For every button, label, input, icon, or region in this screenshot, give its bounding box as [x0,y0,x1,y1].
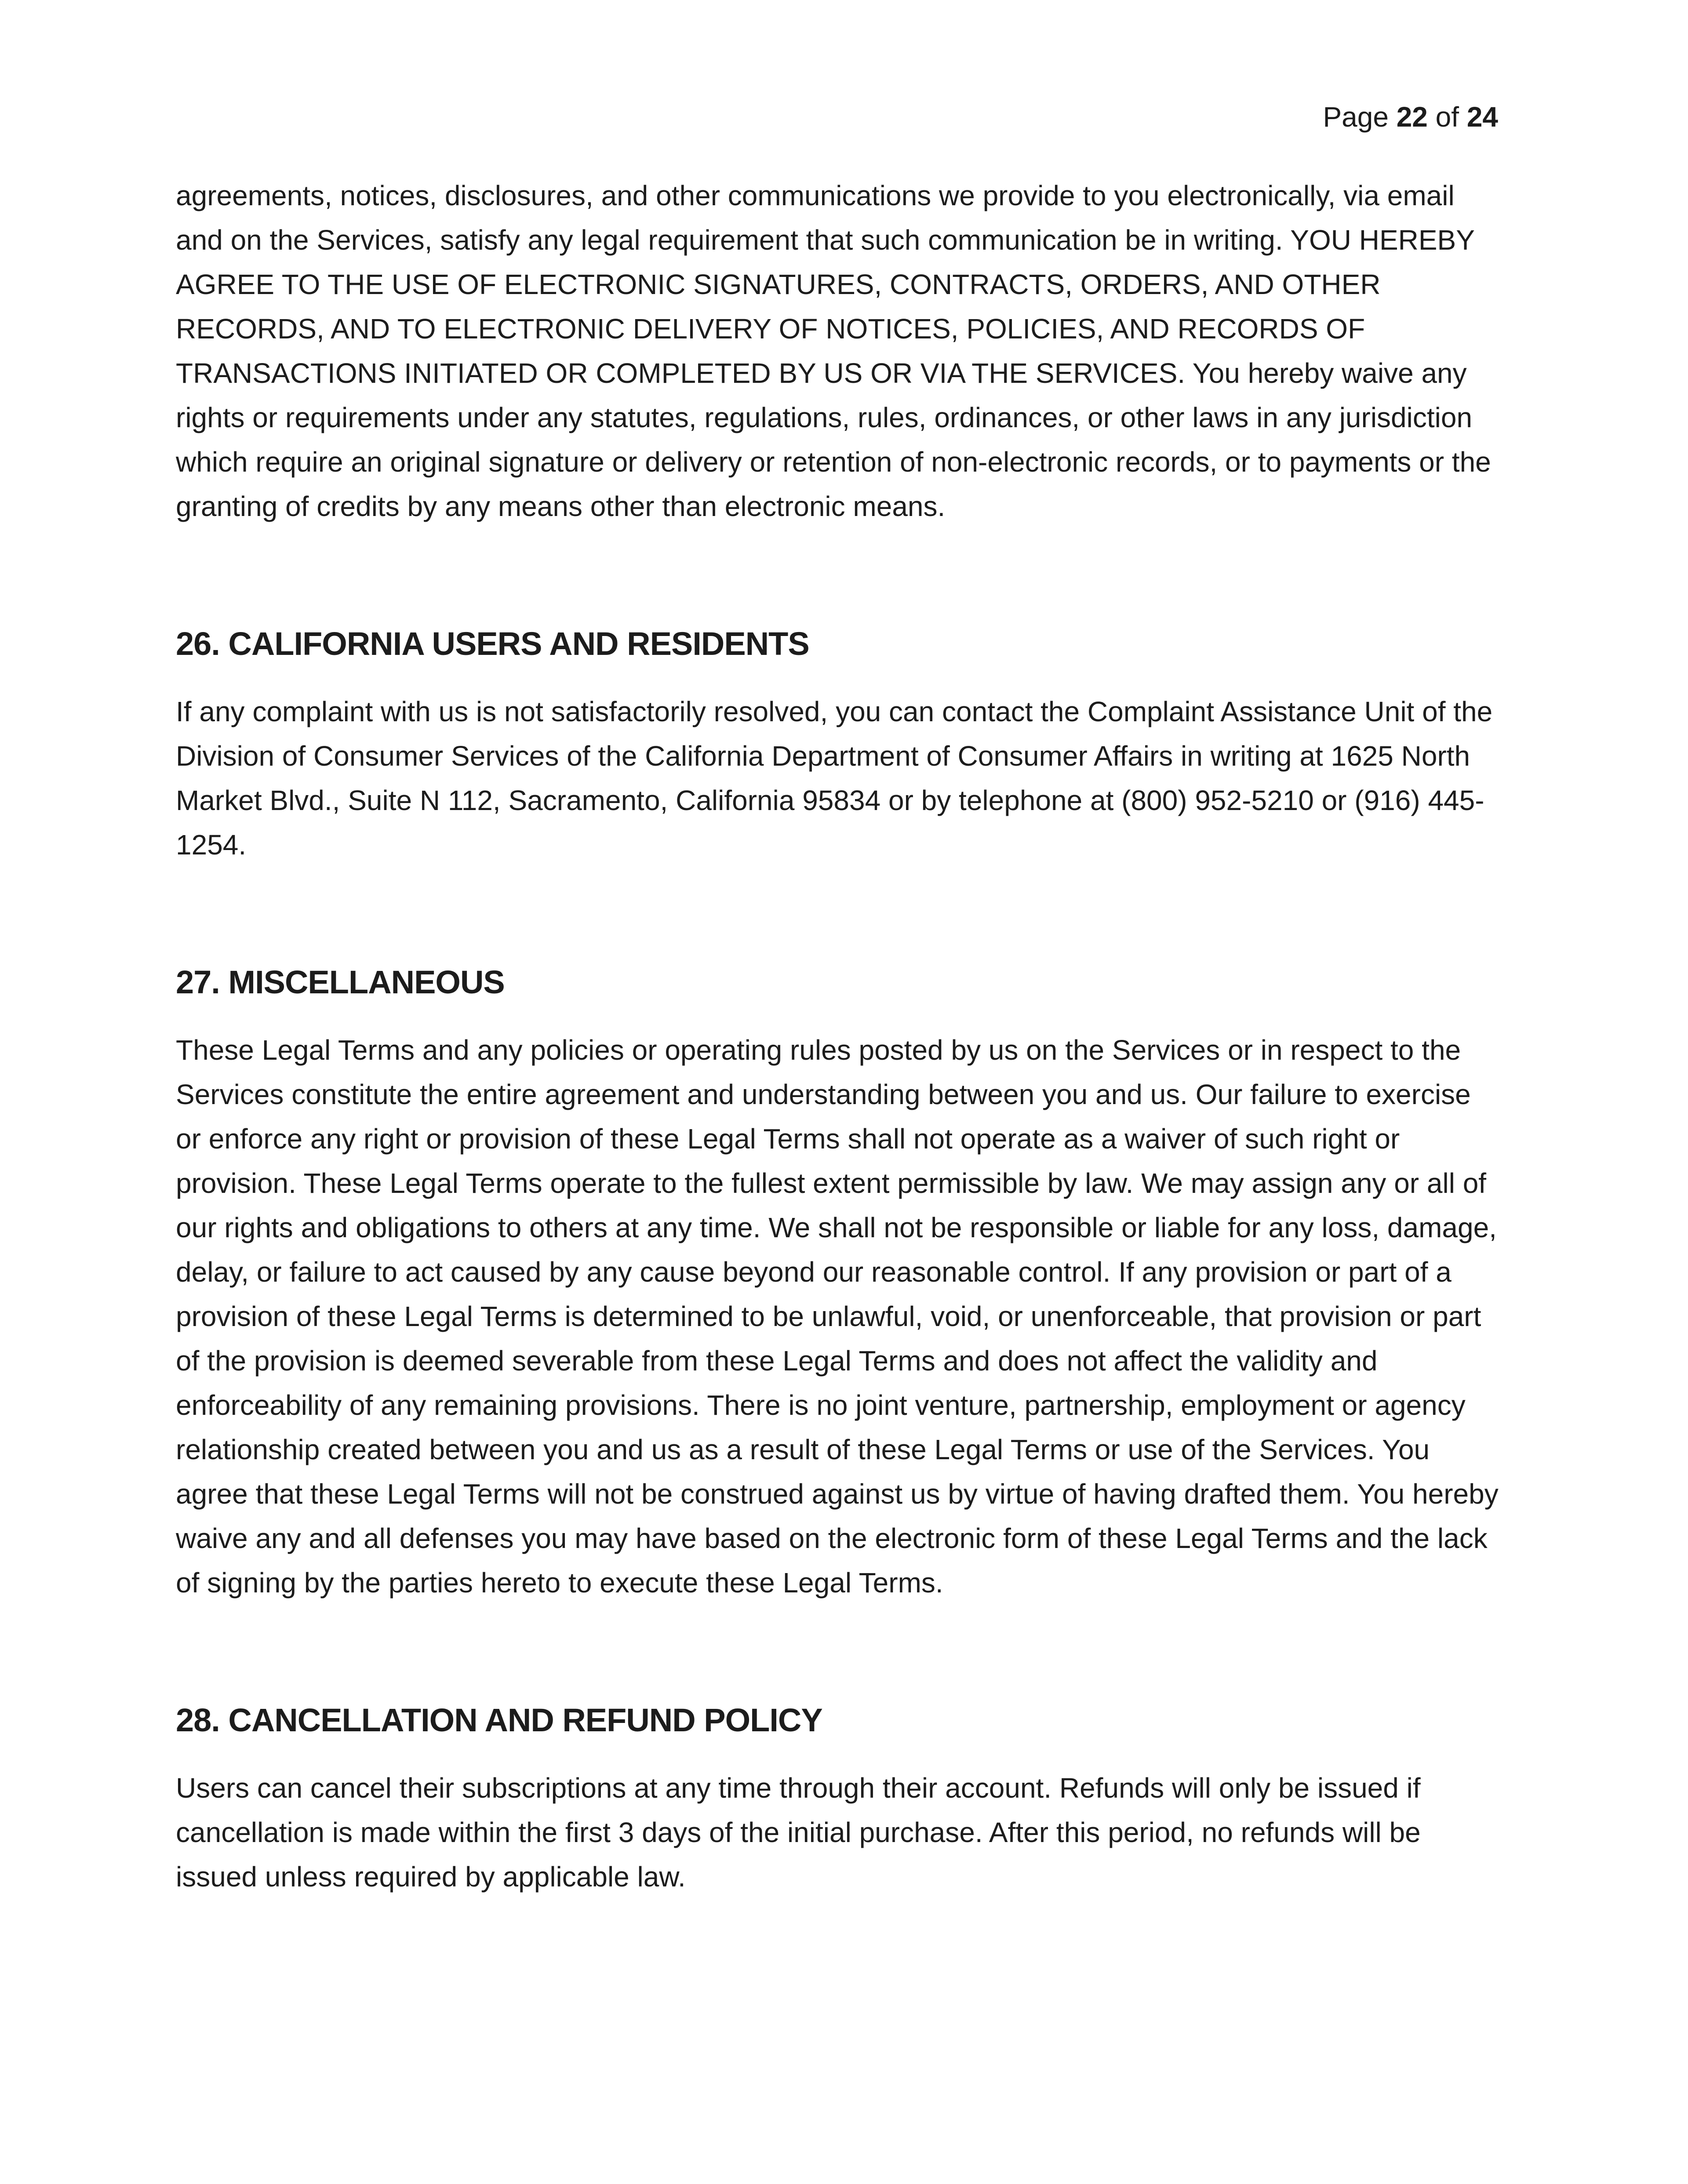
section-heading: 27. MISCELLANEOUS [176,964,505,1000]
page-number-current: 22 [1396,101,1428,133]
intro-paragraph: agreements, notices, disclosures, and other communications we provide to you electronically, via email and on the Services, satisfy any legal requirement that such communication be in writing. YOU HEREBY AGREE TO THE USE OF ELECTRONIC SIGNATURES, CONTRACTS, ORDERS, AND OTHER RECORDS, AND TO ELECTRONIC DELIVERY OF NOTICES, POLICIES, AND RECORDS OF TRANSACTIONS INITIATED OR COMPLETED BY US OR VIA THE SERVICES. You hereby waive any rights or requirements under any statutes, regulations, rules, ordinances, or other laws in any jurisdiction which require an original signature or delivery or retention of non-electronic records, or to payments or the granting of credits by any means other than electronic means. [176,180,1491,522]
section-body: These Legal Terms and any policies or operating rules posted by us on the Services or in respect to the Services constitute the entire agreement and understanding between you and us. Our failure to exercise or enforce any right or provision of these Legal Terms shall not operate as a waiver of such right or provision. These Legal Terms operate to the fullest extent permissible by law. We may assign any or all of our rights and obligations to others at any time. We shall not be responsible or liable for any loss, damage, delay, or failure to act caused by any cause beyond our reasonable control. If any provision or part of a provision of these Legal Terms is determined to be unlawful, void, or unenforceable, that provision or part of the provision is deemed severable from these Legal Terms and does not affect the validity and enforceability of any remaining provisions. There is no joint venture, partnership, employment or agency relationship created between you and us as a result of these Legal Terms or use of the Services. You agree that these Legal Terms will not be construed against us by virtue of having drafted them. You hereby waive any and all defenses you may have based on the electronic form of these Legal Terms and the lack of signing by the parties hereto to execute these Legal Terms. [176,1034,1499,1599]
section-heading: 26. CALIFORNIA USERS AND RESIDENTS [176,625,809,662]
section-body: Users can cancel their subscriptions at any time through their account. Refunds will only be issued if cancellation is made within the first 3 days of the initial purchase. After this period, no refunds will be issued unless required by applicable law. [176,1772,1421,1893]
section-body: If any complaint with us is not satisfactorily resolved, you can contact the Complaint Assistance Unit of the Division of Consumer Services of the California Department of Consumer Affairs in writing at 1625 North Market Blvd., Suite N 112, Sacramento, California 95834 or by telephone at (800) 952-5210 or (916) 445-1254. [176,696,1493,861]
section-california-users [176,623,1503,867]
page-number-separator: of [1435,101,1459,133]
section-cancellation-refund [176,1699,1503,1899]
page-number-total: 24 [1466,101,1498,133]
page-number-prefix: Page [1323,101,1389,133]
section-miscellaneous [176,961,1503,1605]
document-body [176,174,1503,1899]
page-number [1323,99,1498,134]
section-heading: 28. CANCELLATION AND REFUND POLICY [176,1702,822,1738]
